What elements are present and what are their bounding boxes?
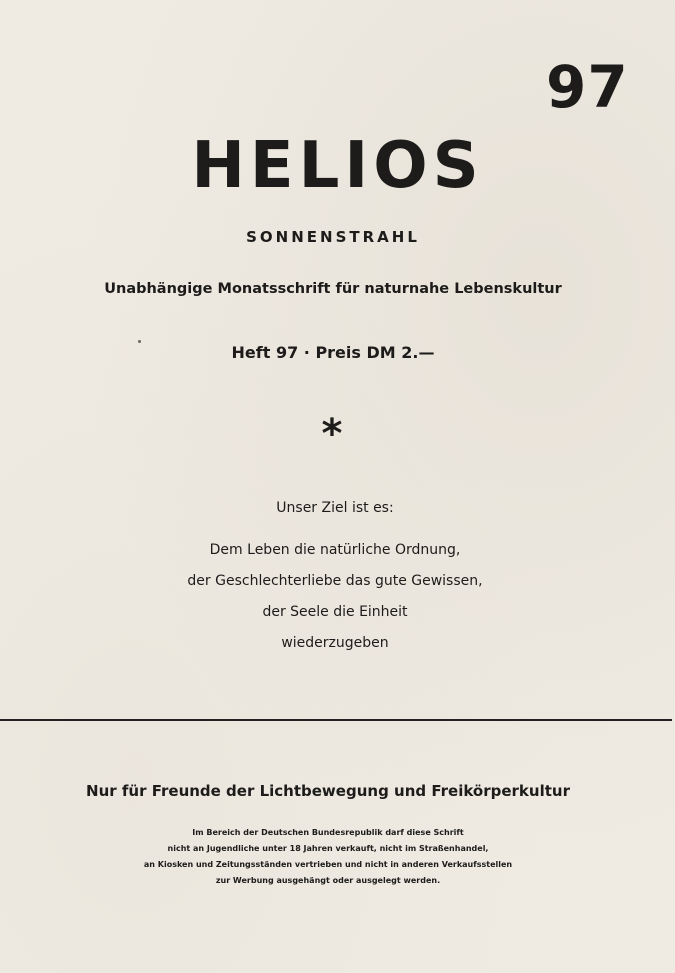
horizontal-divider: [0, 719, 672, 721]
legal-notice-line: an Kiosken und Zeitungsständen vertrieben und nicht in anderen Verkaufsstellen: [143, 860, 513, 869]
aim-statement: [0, 539, 670, 663]
legal-notice-line: Im Bereich der Deutschen Bundesrepublik darf diese Schrift: [192, 828, 464, 837]
magazine-title: HELIOS: [191, 129, 484, 203]
issue-number: 97: [546, 53, 629, 121]
legal-notice-line: nicht an Jugendliche unter 18 Jahren verkauft, nicht im Straßenhandel,: [167, 844, 489, 853]
legal-notice: [0, 826, 656, 890]
magazine-tagline: Unabhängige Monatsschrift für naturnahe Lebenskultur: [104, 281, 562, 297]
asterisk-ornament-icon: *: [321, 411, 343, 457]
aim-line: wiederzugeben: [281, 635, 389, 651]
aim-line: der Seele die Einheit: [262, 604, 408, 620]
aim-line: Dem Leben die natürliche Ordnung,: [209, 542, 461, 558]
magazine-subtitle: SONNENSTRAHL: [246, 228, 420, 246]
audience-notice-heading: Nur für Freunde der Lichtbewegung und Freikörperkultur: [86, 782, 570, 800]
issue-price-line: Heft 97 · Preis DM 2.—: [231, 343, 435, 362]
paper-speck: [138, 340, 141, 343]
aim-line: der Geschlechterliebe das gute Gewissen,: [187, 573, 483, 589]
legal-notice-line: zur Werbung ausgehängt oder ausgelegt werden.: [215, 876, 441, 885]
aim-intro: Unser Ziel ist es:: [276, 500, 394, 516]
